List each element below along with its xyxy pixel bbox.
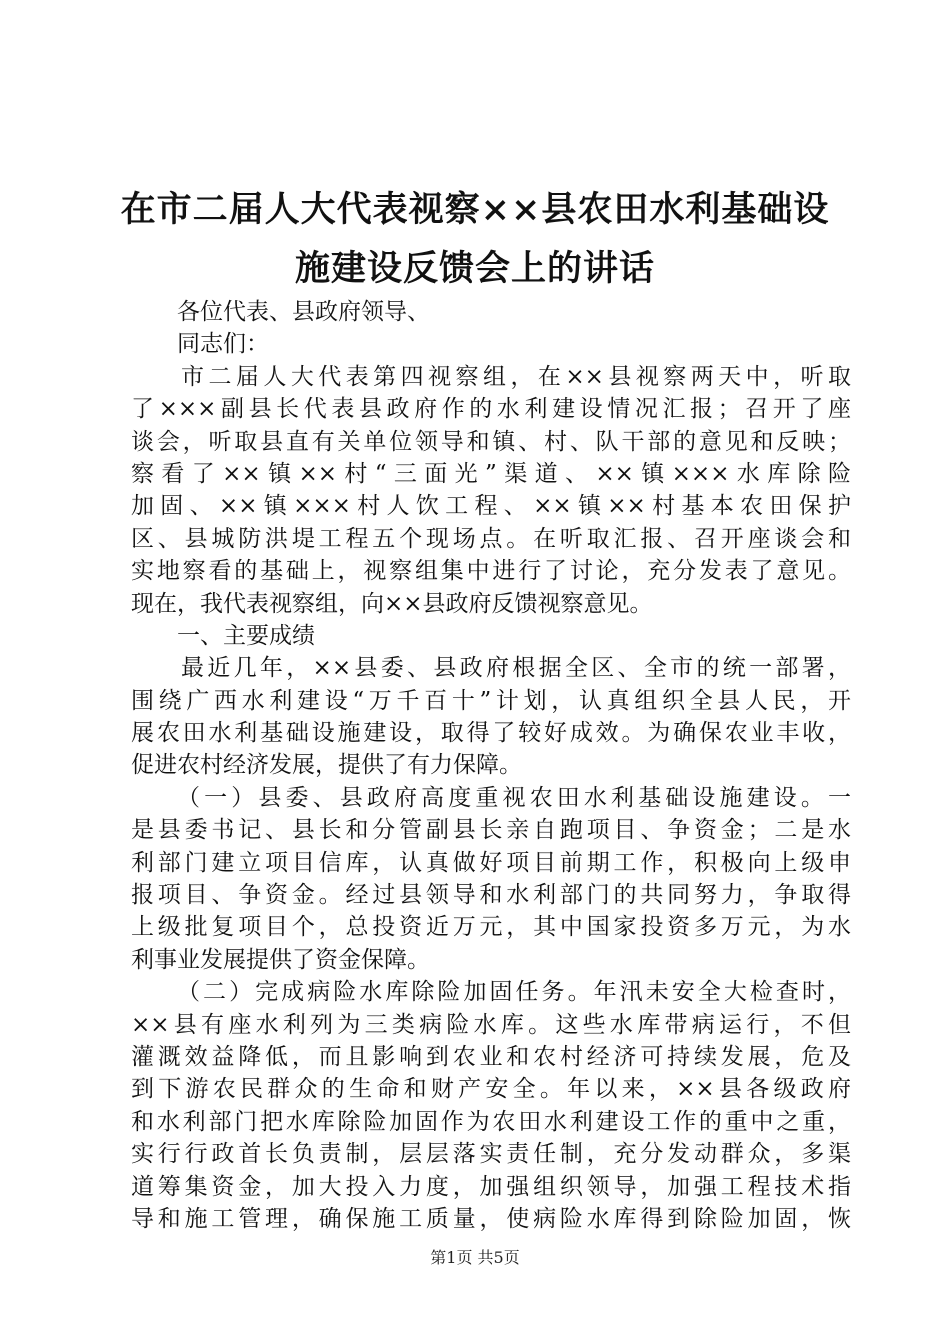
paragraph-line: 展农田水利基础设施建设，取得了较好成效。为确保农业丰收， <box>131 720 851 747</box>
paragraph-line: 围绕广西水利建设“万千百十”计划，认真组织全县人民，开 <box>131 687 851 714</box>
paragraph-line: 察看了××镇××村“三面光”渠道、××镇×××水库除险 <box>131 460 851 487</box>
paragraph-line: 上级批复项目个，总投资近万元，其中国家投资多万元，为水 <box>131 914 851 941</box>
paragraph-line: 加固、××镇×××村人饮工程、××镇××村基本农田保护 <box>131 493 851 520</box>
paragraph-line: 区、县城防洪堤工程五个现场点。在听取汇报、召开座谈会和 <box>131 525 851 552</box>
paragraph-line: 谈会，听取县直有关单位领导和镇、村、队干部的意见和反映； <box>131 428 851 455</box>
paragraph-line: 促进农村经济发展，提供了有力保障。 <box>131 752 522 779</box>
paragraph-line: 最近几年，××县委、县政府根据全区、全市的统一部署， <box>181 655 851 682</box>
page-footer: 第1页 共5页 <box>430 1248 520 1267</box>
paragraph-line: 灌溉效益降低，而且影响到农业和农村经济可持续发展，危及 <box>131 1043 851 1070</box>
paragraph-line: 和水利部门把水库除险加固作为农田水利建设工作的重中之重， <box>131 1108 851 1135</box>
paragraph-line: 实地察看的基础上，视察组集中进行了讨论，充分发表了意见。 <box>131 558 851 585</box>
document-body <box>131 296 851 1235</box>
document-title-line-1: 在市二届人大代表视察××县农田水利基础设 <box>120 189 830 230</box>
paragraph-line: 导和施工管理，确保施工质量，使病险水库得到除险加固，恢 <box>131 1205 851 1232</box>
paragraph-line: 利部门建立项目信库，认真做好项目前期工作，积极向上级申 <box>131 849 851 876</box>
paragraph-line: 是县委书记、县长和分管副县长亲自跑项目、争资金；二是水 <box>131 817 851 844</box>
paragraph-line: 利事业发展提供了资金保障。 <box>131 946 430 973</box>
paragraph-line: 实行行政首长负责制，层层落实责任制，充分发动群众，多渠 <box>131 1141 851 1168</box>
paragraph-line: 市二届人大代表第四视察组，在××县视察两天中，听取 <box>181 363 851 390</box>
salutation-line: 同志们： <box>177 331 269 358</box>
paragraph-line: ××县有座水利列为三类病险水库。这些水库带病运行，不但 <box>131 1011 851 1038</box>
paragraph-line: 了×××副县长代表县政府作的水利建设情况汇报；召开了座 <box>131 396 851 423</box>
salutation-line: 各位代表、县政府领导、 <box>177 299 430 325</box>
paragraph-line: 到下游农民群众的生命和财产安全。年以来，××县各级政府 <box>131 1076 851 1103</box>
paragraph-line: 现在，我代表视察组，向××县政府反馈视察意见。 <box>131 590 653 617</box>
document-title-line-2: 施建设反馈会上的讲话 <box>294 248 655 289</box>
section-heading: 一、主要成绩 <box>177 622 315 649</box>
paragraph-line: （二）完成病险水库除险加固任务。年汛未安全大检查时， <box>177 979 851 1006</box>
paragraph-line: 报项目、争资金。经过县领导和水利部门的共同努力，争取得 <box>131 882 851 909</box>
paragraph-line: （一）县委、县政府高度重视农田水利基础设施建设。一 <box>177 784 851 811</box>
paragraph-line: 道筹集资金，加大投入力度，加强组织领导，加强工程技术指 <box>131 1173 851 1200</box>
